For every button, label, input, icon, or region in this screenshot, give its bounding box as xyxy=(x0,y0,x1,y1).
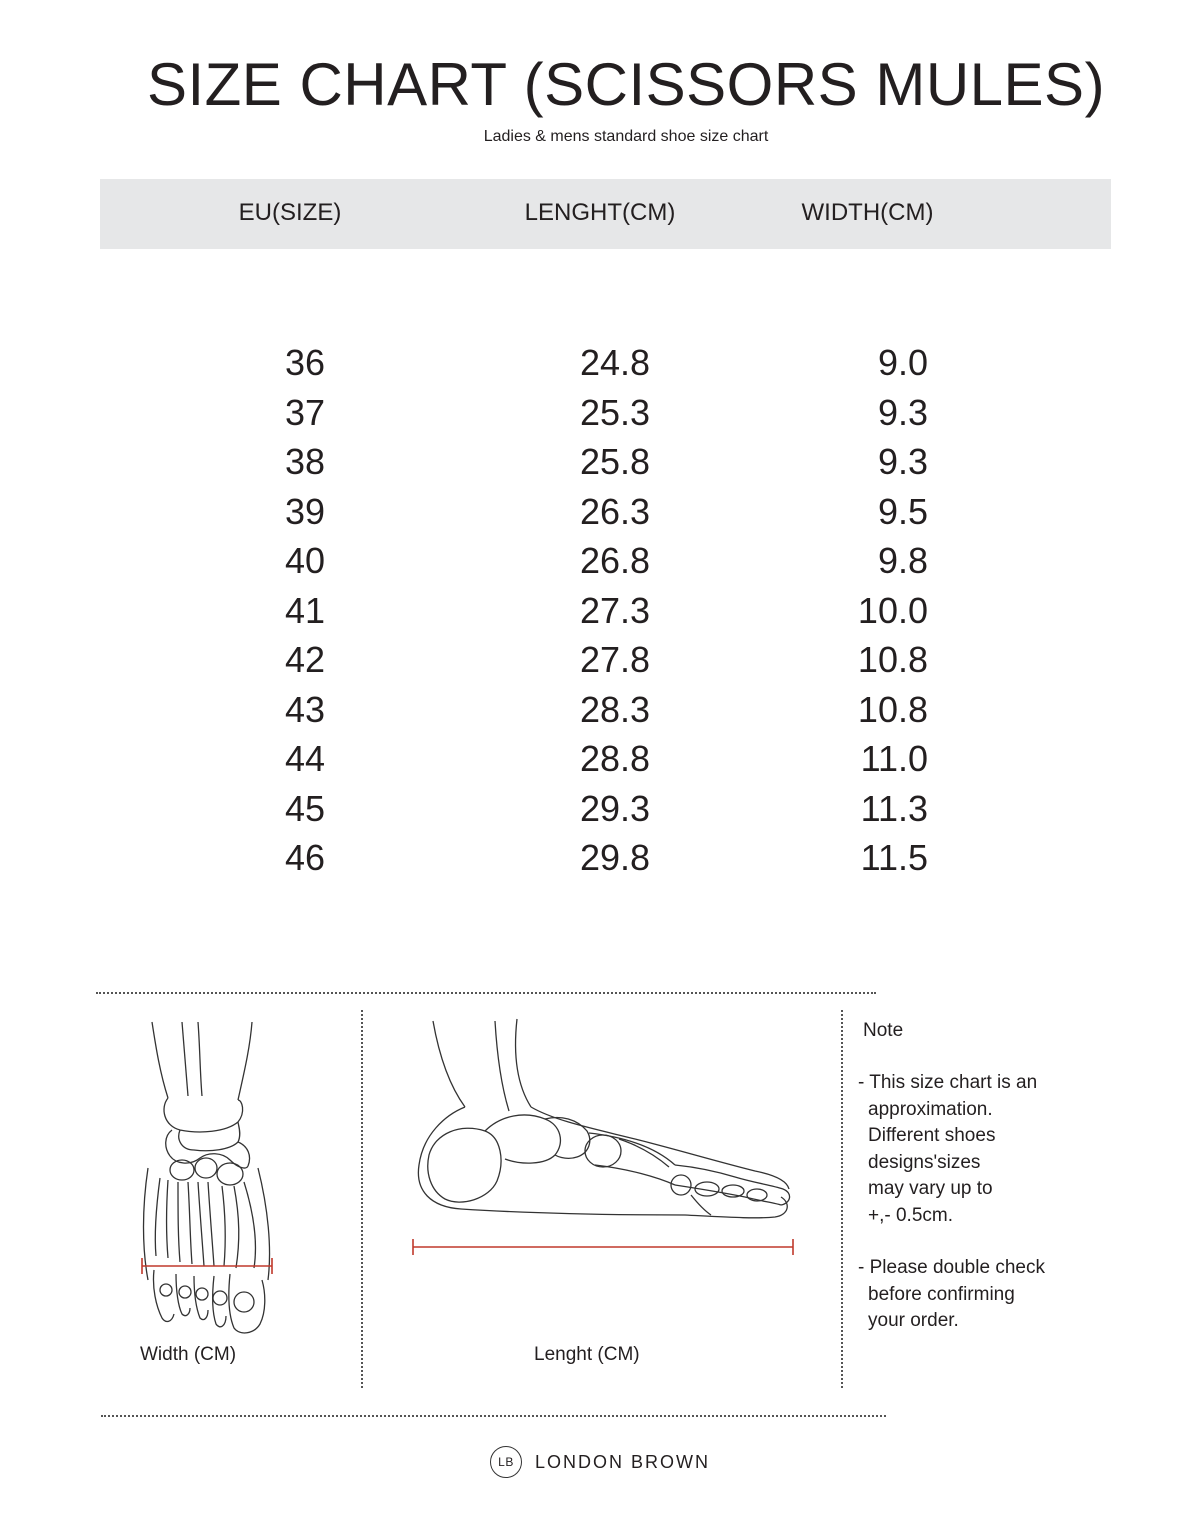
note-line: - Please double check xyxy=(858,1257,1045,1278)
cell-eu-size: 43 xyxy=(284,688,326,730)
cell-width: 11.3 xyxy=(860,787,928,829)
foot-top-view-illustration xyxy=(130,1018,300,1338)
note-title: Note xyxy=(863,1020,904,1041)
cell-eu-size: 42 xyxy=(284,639,326,680)
table-row xyxy=(0,837,1200,887)
cell-length: 24.8 xyxy=(579,342,651,383)
table-row xyxy=(0,540,1200,590)
cell-eu-size: 45 xyxy=(284,787,326,829)
note-line: may vary up to xyxy=(868,1178,993,1199)
cell-eu-size: 36 xyxy=(284,342,326,383)
cell-width: 9.0 xyxy=(877,342,928,383)
divider-vertical-right xyxy=(841,1010,843,1388)
note-line: +,- 0.5cm. xyxy=(868,1204,953,1226)
divider-top xyxy=(96,992,876,994)
table-row xyxy=(0,590,1200,640)
cell-length: 28.3 xyxy=(579,688,651,730)
cell-length: 26.8 xyxy=(579,540,651,581)
note-item-double-check xyxy=(858,1255,1045,1335)
cell-length: 26.3 xyxy=(579,490,651,532)
header-eu-size: EU(SIZE) xyxy=(238,199,342,226)
foot-side-view-illustration xyxy=(405,1015,805,1260)
note-line: designs'sizes xyxy=(868,1151,981,1173)
note-item-approximation xyxy=(858,1070,1037,1229)
cell-length: 29.3 xyxy=(579,787,651,829)
table-row xyxy=(0,392,1200,442)
brand-monogram: LB xyxy=(490,1446,522,1478)
note-line: your order. xyxy=(868,1310,959,1331)
cell-length: 28.8 xyxy=(579,738,651,779)
table-row xyxy=(0,491,1200,541)
table-row xyxy=(0,441,1200,491)
header-width: WIDTH(CM) xyxy=(801,199,934,226)
cell-eu-size: 39 xyxy=(284,490,326,532)
size-table-body xyxy=(0,342,1200,887)
cell-eu-size: 37 xyxy=(284,391,326,433)
cell-width: 9.3 xyxy=(877,441,928,482)
cell-length: 25.8 xyxy=(579,441,651,482)
divider-bottom xyxy=(101,1415,886,1417)
cell-width: 9.8 xyxy=(877,540,928,581)
cell-width: 9.3 xyxy=(877,391,928,433)
cell-width: 11.5 xyxy=(860,837,928,878)
cell-eu-size: 46 xyxy=(284,837,326,878)
cell-length: 29.8 xyxy=(579,837,651,878)
cell-eu-size: 40 xyxy=(284,540,326,581)
cell-length: 27.3 xyxy=(579,589,651,631)
brand-name: LONDON BROWN xyxy=(535,1452,711,1472)
cell-length: 27.8 xyxy=(579,639,651,680)
note-line: approximation. xyxy=(868,1098,993,1120)
table-row xyxy=(0,689,1200,739)
table-row xyxy=(0,639,1200,689)
cell-width: 10.8 xyxy=(857,639,928,680)
length-label: Lenght (CM) xyxy=(534,1344,640,1365)
table-header xyxy=(100,179,1111,249)
cell-width: 11.0 xyxy=(860,738,928,779)
cell-length: 25.3 xyxy=(579,391,651,433)
divider-vertical-left xyxy=(361,1010,363,1388)
table-row xyxy=(0,738,1200,788)
table-row xyxy=(0,788,1200,838)
header-length: LENGHT(CM) xyxy=(524,199,676,226)
cell-width: 10.8 xyxy=(857,688,928,730)
cell-eu-size: 44 xyxy=(284,738,326,779)
note-line: - This size chart is an xyxy=(858,1072,1038,1093)
table-row xyxy=(0,342,1200,392)
width-label: Width (CM) xyxy=(140,1344,237,1365)
cell-eu-size: 38 xyxy=(284,441,326,482)
note-line: before confirming xyxy=(868,1283,1015,1305)
note-line: Different shoes xyxy=(868,1125,996,1146)
cell-eu-size: 41 xyxy=(284,589,326,631)
brand-logo xyxy=(490,1446,730,1480)
cell-width: 9.5 xyxy=(877,490,928,532)
cell-width: 10.0 xyxy=(857,589,928,631)
page-subtitle: Ladies & mens standard shoe size chart xyxy=(483,128,769,145)
page-title: SIZE CHART (SCISSORS MULES) xyxy=(146,51,1106,118)
